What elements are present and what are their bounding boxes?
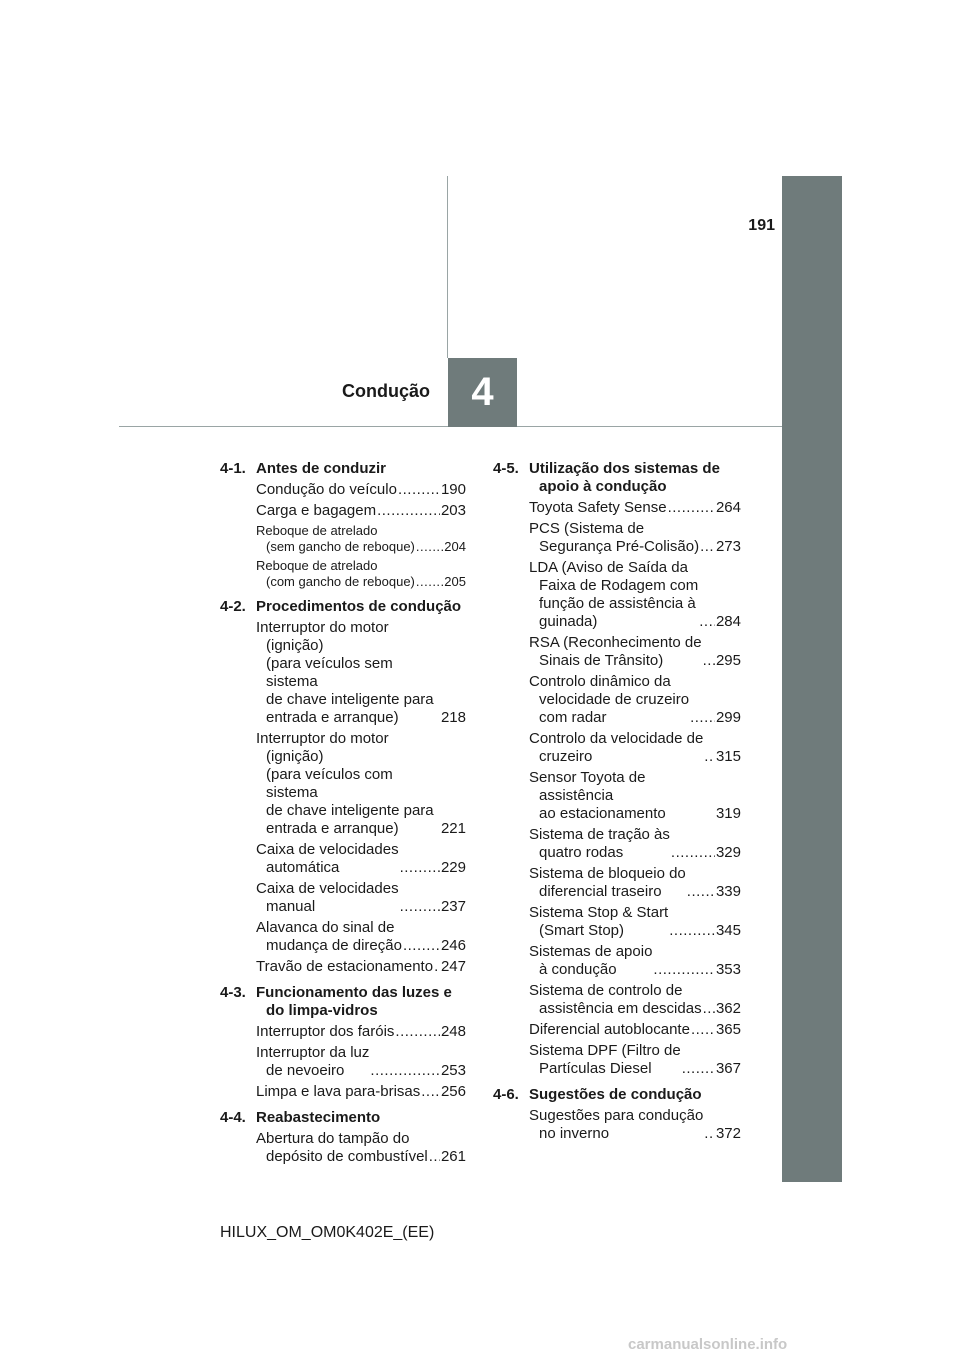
entry-list <box>493 1107 741 1143</box>
entry-title: Sistema de bloqueio do diferencial traseiro <box>529 865 686 900</box>
entry-title: PCS (Sistema de Segurança Pré-Colisão) <box>529 520 700 555</box>
entry-page-number: 315 <box>715 748 741 765</box>
entry-page-number: 218 <box>440 709 466 726</box>
toc-section <box>493 460 741 1078</box>
section-number: 4-2. <box>220 598 246 615</box>
toc-entry[interactable] <box>256 958 466 976</box>
toc-column-left <box>220 460 466 1174</box>
toc-entry[interactable] <box>256 730 466 838</box>
toc-column-right <box>493 460 741 1151</box>
toc-entry[interactable] <box>529 520 741 556</box>
dot-leader <box>403 937 440 955</box>
dot-leader <box>699 613 715 631</box>
section-title: Sugestões de condução <box>529 1086 702 1103</box>
entry-page-number: 253 <box>440 1062 466 1079</box>
entry-title: Diferencial autoblocante <box>529 1021 690 1038</box>
toc-section <box>493 1086 741 1143</box>
dot-leader <box>704 1125 715 1143</box>
entry-page-number: 229 <box>440 859 466 876</box>
entry-page-number: 367 <box>715 1060 741 1077</box>
section-heading[interactable] <box>493 460 741 496</box>
entry-page-number: 247 <box>440 958 466 975</box>
toc-entry[interactable] <box>529 982 741 1018</box>
dot-leader <box>429 1148 440 1166</box>
chapter-title: Condução <box>342 381 430 401</box>
entry-page-number: 319 <box>715 805 741 822</box>
entry-page-number: 246 <box>440 937 466 954</box>
toc-entry[interactable] <box>529 1107 741 1143</box>
section-number: 4-6. <box>493 1086 519 1103</box>
section-title: Antes de conduzir <box>256 460 387 477</box>
toc-entry[interactable] <box>529 634 741 670</box>
entry-title: Abertura do tampão do depósito de combustível <box>256 1130 428 1165</box>
entry-page-number: 204 <box>444 539 466 554</box>
section-title: Procedimentos de condução <box>256 598 462 615</box>
watermark: carmanualsonline.info <box>628 1336 788 1353</box>
entry-page-number: 203 <box>440 502 466 519</box>
toc-entry[interactable] <box>529 1042 741 1078</box>
entry-title: Caixa de velocidades manual <box>256 880 399 915</box>
entry-title: Sistema de controlo de assistência em descidas <box>529 982 702 1017</box>
toc-entry[interactable] <box>256 1023 466 1041</box>
entry-page-number: 329 <box>715 844 741 861</box>
toc-entry[interactable] <box>256 481 466 499</box>
entry-title: Sistema DPF (Filtro de Partículas Diesel <box>529 1042 681 1077</box>
entry-list <box>220 1023 466 1101</box>
footer-doc-code: HILUX_OM_OM0K402E_(EE) <box>220 1224 435 1241</box>
toc-entry[interactable] <box>529 559 741 631</box>
dot-leader <box>669 922 715 940</box>
entry-page-number: 273 <box>715 538 741 555</box>
section-number: 4-4. <box>220 1109 246 1126</box>
dot-leader <box>400 898 440 916</box>
entry-page-number: 190 <box>440 481 466 498</box>
chapter-side-tab <box>782 176 842 1182</box>
toc-entry[interactable] <box>529 865 741 901</box>
section-heading[interactable] <box>220 984 466 1020</box>
toc-entry[interactable] <box>256 841 466 877</box>
entry-title: Controlo dinâmico da velocidade de cruzeiro com radar <box>529 673 690 726</box>
toc-entry[interactable] <box>256 523 466 555</box>
entry-title: Controlo da velocidade de cruzeiro <box>529 730 704 765</box>
entry-page-number: 221 <box>440 820 466 837</box>
entry-page-number: 205 <box>444 574 466 589</box>
section-number: 4-5. <box>493 460 519 477</box>
dot-leader <box>398 481 440 499</box>
entry-page-number: 261 <box>440 1148 466 1165</box>
dot-leader <box>682 1060 715 1078</box>
section-number: 4-1. <box>220 460 246 477</box>
dot-leader <box>434 958 440 976</box>
entry-page-number: 295 <box>715 652 741 669</box>
entry-list <box>493 499 741 1078</box>
entry-title: Interruptor da luz de nevoeiro <box>256 1044 370 1079</box>
entry-title: Reboque de atrelado (com gancho de reboque) <box>256 558 415 589</box>
section-heading[interactable] <box>220 1109 466 1127</box>
toc-entry[interactable] <box>256 1130 466 1166</box>
dot-leader <box>671 844 715 862</box>
entry-title: Interruptor do motor (ignição) (para veículos sem sistema de chave inteligente para entrada e arranque) <box>256 619 434 726</box>
dot-leader <box>653 961 715 979</box>
toc-entry[interactable] <box>529 943 741 979</box>
dot-leader <box>400 859 440 877</box>
entry-page-number: 362 <box>715 1000 741 1017</box>
entry-page-number: 339 <box>715 883 741 900</box>
toc-section <box>220 1109 466 1166</box>
dot-leader <box>370 1062 440 1080</box>
page-number: 191 <box>748 217 775 234</box>
section-heading[interactable] <box>220 460 466 478</box>
dot-leader <box>421 1083 440 1101</box>
entry-title: Condução do veículo <box>256 481 397 498</box>
dot-leader <box>703 652 715 670</box>
toc-entry[interactable] <box>529 673 741 727</box>
toc-entry[interactable] <box>529 826 741 862</box>
section-heading[interactable] <box>220 598 466 616</box>
entry-title: Sistema de tração às quatro rodas <box>529 826 670 861</box>
entry-title: Interruptor dos faróis <box>256 1023 395 1040</box>
entry-title: Carga e bagagem <box>256 502 377 519</box>
entry-list <box>220 619 466 976</box>
entry-title: Caixa de velocidades automática <box>256 841 399 876</box>
entry-page-number: 237 <box>440 898 466 915</box>
entry-title: Sistema Stop & Start (Smart Stop) <box>529 904 669 939</box>
toc-entry[interactable] <box>256 1083 466 1101</box>
toc-entry[interactable] <box>256 880 466 916</box>
entry-page-number: 284 <box>715 613 741 630</box>
toc-entry[interactable] <box>256 619 466 727</box>
toc-entry[interactable] <box>256 558 466 590</box>
entry-title: Travão de estacionamento <box>256 958 434 975</box>
section-title: Funcionamento das luzes e do limpa-vidros <box>256 984 452 1019</box>
section-title: Utilização dos sistemas de apoio à condução <box>529 460 720 495</box>
entry-page-number: 256 <box>440 1083 466 1100</box>
dot-leader <box>687 883 715 901</box>
entry-title: Interruptor do motor (ignição) (para veículos com sistema de chave inteligente para entrada e arranque) <box>256 730 434 837</box>
entry-page-number: 248 <box>440 1023 466 1040</box>
entry-title: Toyota Safety Sense <box>529 499 667 516</box>
entry-page-number: 299 <box>715 709 741 726</box>
entry-page-number: 353 <box>715 961 741 978</box>
dot-leader <box>416 539 443 555</box>
toc-entry[interactable] <box>256 919 466 955</box>
dot-leader <box>704 748 715 766</box>
toc-entry[interactable] <box>529 1021 741 1039</box>
dot-leader <box>395 1023 440 1041</box>
toc-section <box>220 598 466 976</box>
entry-title: LDA (Aviso de Saída da Faixa de Rodagem com função de assistência à guinada) <box>529 559 699 630</box>
chapter-number-box: 4 <box>448 358 517 427</box>
entry-page-number: 345 <box>715 922 741 939</box>
section-number: 4-3. <box>220 984 246 1001</box>
dot-leader <box>691 1021 715 1039</box>
dot-leader <box>700 538 715 556</box>
entry-title: Sugestões para condução no inverno <box>529 1107 704 1142</box>
toc-entry[interactable] <box>529 769 741 823</box>
dot-leader <box>703 1000 715 1018</box>
entry-title: Alavanca do sinal de mudança de direção <box>256 919 402 954</box>
entry-title: Reboque de atrelado (sem gancho de reboque) <box>256 523 415 554</box>
dot-leader <box>690 709 715 727</box>
dot-leader <box>416 574 443 590</box>
entry-title: Sensor Toyota de assistência ao estacionamento <box>529 769 666 822</box>
entry-page-number: 372 <box>715 1125 741 1142</box>
toc-entry[interactable] <box>529 730 741 766</box>
entry-title: Sistemas de apoio à condução <box>529 943 653 978</box>
section-title: Reabastecimento <box>256 1109 381 1126</box>
entry-page-number: 365 <box>715 1021 741 1038</box>
toc-entry[interactable] <box>256 502 466 520</box>
toc-section <box>220 984 466 1101</box>
entry-list <box>220 1130 466 1166</box>
dot-leader <box>668 499 715 517</box>
toc-entry[interactable] <box>529 904 741 940</box>
entry-list <box>220 481 466 590</box>
toc-entry[interactable] <box>529 499 741 517</box>
header-vertical-rule <box>447 176 448 358</box>
entry-page-number: 264 <box>715 499 741 516</box>
toc-entry[interactable] <box>256 1044 466 1080</box>
toc-section <box>220 460 466 590</box>
entry-title: RSA (Reconhecimento de Sinais de Trânsito) <box>529 634 702 669</box>
dot-leader <box>377 502 440 520</box>
entry-title: Limpa e lava para-brisas <box>256 1083 421 1100</box>
section-heading[interactable] <box>493 1086 741 1104</box>
